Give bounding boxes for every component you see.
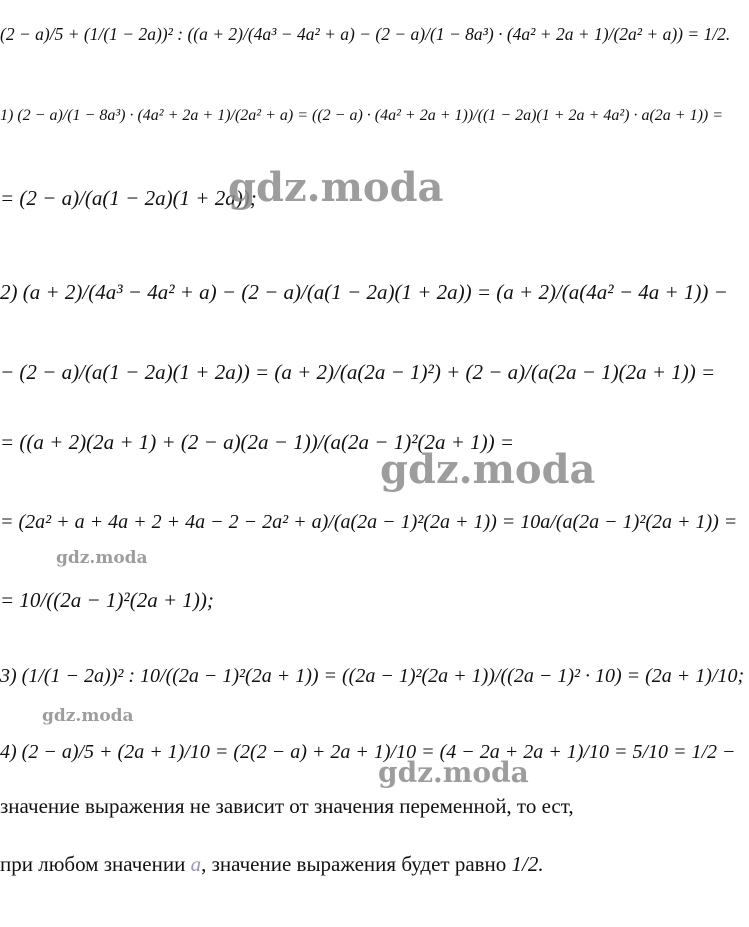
watermark-logo: gdz.moda [380, 446, 596, 493]
problem-expression: (2 − a)/5 + (1/(1 − 2a))² : ((a + 2)/(4a³ − 4a² + a) − (2 − a)/(1 − 8a³) · (4a² + 2a + 1)/(2a² + a)) = 1/2. [0, 24, 731, 44]
conclusion-text-before: при любом значении [0, 852, 191, 876]
conclusion-text-after: , значение выражения будет равно [201, 852, 512, 876]
step-1-line-1: 1) (2 − a)/(1 − 8a³) · (4a² + 2a + 1)/(2a² + a) = ((2 − a) · (4a² + 2a + 1))/((1 − 2a)(1 + 2a + 4a²) · a(2a + 1)) = [0, 107, 724, 124]
step-2-line-2: − (2 − a)/(a(1 − 2a)(1 + 2a)) = (a + 2)/(a(2a − 1)²) + (2 − a)/(a(2a − 1)(2a + 1)) = [0, 360, 716, 384]
conclusion-variable: a [190, 852, 202, 876]
step-2-line-5: = 10/((2a − 1)²(2a + 1)); [0, 588, 214, 612]
conclusion-line-2 [0, 852, 544, 876]
step-2-line-4: = (2a² + a + 4a + 2 + 4a − 2 − 2a² + a)/(a(2a − 1)²(2a + 1)) = 10a/(a(2a − 1)²(2a + 1)) = [0, 511, 738, 533]
conclusion-line-1: значение выражения не зависит от значения переменной, то ест, [0, 794, 574, 818]
watermark-logo: gdz.moda [378, 756, 529, 789]
step-3-line-1: 3) (1/(1 − 2a))² : 10/((2a − 1)²(2a + 1)) = ((2a − 1)²(2a + 1))/((2a − 1)² · 10) = (2a + 1)/10; [0, 665, 745, 687]
watermark-logo: gdz.moda [228, 164, 444, 211]
watermark-logo: gdz.moda [56, 548, 148, 568]
watermark-logo: gdz.moda [42, 706, 134, 726]
step-4-line-1: 4) (2 − a)/5 + (2a + 1)/10 = (2(2 − a) + 2a + 1)/10 = (4 − 2a + 2a + 1)/10 = 5/10 = 1/2 − [0, 741, 736, 763]
step-2-line-3: = ((a + 2)(2a + 1) + (2 − a)(2a − 1))/(a(2a − 1)²(2a + 1)) = [0, 430, 515, 454]
step-1-line-2: = (2 − a)/(a(1 − 2a)(1 + 2a)); [0, 186, 257, 210]
conclusion-result: 1/2. [511, 852, 544, 876]
step-2-line-1: 2) (a + 2)/(4a³ − 4a² + a) − (2 − a)/(a(1 − 2a)(1 + 2a)) = (a + 2)/(a(4a² − 4a + 1)) − [0, 280, 728, 304]
